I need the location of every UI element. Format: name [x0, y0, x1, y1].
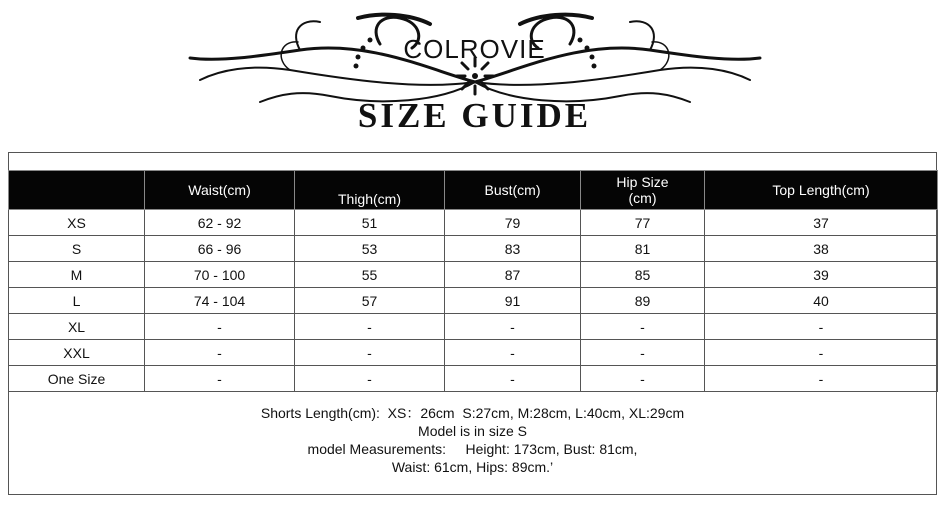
cell-bust: 91 — [445, 288, 581, 314]
page-title: SIZE GUIDE — [357, 96, 592, 135]
column-header-thigh: Thigh(cm) — [295, 171, 445, 210]
cell-top-length: - — [705, 340, 938, 366]
table-row — [9, 262, 938, 288]
column-header-waist: Waist(cm) — [145, 171, 295, 210]
cell-top-length: 39 — [705, 262, 938, 288]
cell-waist: 70 - 100 — [145, 262, 295, 288]
cell-bust: 83 — [445, 236, 581, 262]
cell-size: M — [9, 262, 145, 288]
cell-hip: 81 — [581, 236, 705, 262]
notes — [8, 404, 937, 476]
cell-size: L — [9, 288, 145, 314]
cell-top-length: - — [705, 314, 938, 340]
model-measurements-note: model Measurements: Height: 173cm, Bust: 81cm, — [307, 441, 638, 457]
cell-hip: 89 — [581, 288, 705, 314]
model-size-note: Model is in size S — [418, 423, 527, 439]
cell-hip: 77 — [581, 210, 705, 236]
cell-top-length: 40 — [705, 288, 938, 314]
model-measurements-note-2: Waist: 61cm, Hips: 89cm.’ — [391, 459, 554, 475]
cell-thigh: 53 — [295, 236, 445, 262]
cell-bust: - — [445, 340, 581, 366]
header — [0, 0, 949, 140]
cell-hip: - — [581, 340, 705, 366]
table-row — [9, 366, 938, 392]
cell-thigh: - — [295, 340, 445, 366]
shorts-length-note: Shorts Length(cm): XS：26cm S:27cm, M:28cm, L:40cm, XL:29cm — [260, 405, 685, 421]
cell-hip: - — [581, 366, 705, 392]
cell-top-length: 38 — [705, 236, 938, 262]
cell-thigh: - — [295, 314, 445, 340]
column-header-hip: Hip Size (cm) — [581, 171, 705, 210]
column-header-size — [9, 171, 145, 210]
cell-waist: - — [145, 366, 295, 392]
cell-waist: 62 - 92 — [145, 210, 295, 236]
cell-waist: - — [145, 340, 295, 366]
column-header-top-length: Top Length(cm) — [705, 171, 938, 210]
cell-size: S — [9, 236, 145, 262]
cell-thigh: 51 — [295, 210, 445, 236]
cell-size: XS — [9, 210, 145, 236]
cell-thigh: - — [295, 366, 445, 392]
table-row — [9, 210, 938, 236]
cell-top-length: - — [705, 366, 938, 392]
cell-size: XXL — [9, 340, 145, 366]
cell-waist: 74 - 104 — [145, 288, 295, 314]
table-row — [9, 236, 938, 262]
cell-top-length: 37 — [705, 210, 938, 236]
column-header-bust: Bust(cm) — [445, 171, 581, 210]
cell-waist: 66 - 96 — [145, 236, 295, 262]
cell-bust: - — [445, 314, 581, 340]
cell-bust: 87 — [445, 262, 581, 288]
table-row — [9, 340, 938, 366]
cell-bust: 79 — [445, 210, 581, 236]
cell-thigh: 57 — [295, 288, 445, 314]
cell-size: XL — [9, 314, 145, 340]
cell-hip: 85 — [581, 262, 705, 288]
cell-hip: - — [581, 314, 705, 340]
cell-bust: - — [445, 366, 581, 392]
table-header-row — [9, 171, 938, 210]
table-row — [9, 288, 938, 314]
cell-size: One Size — [9, 366, 145, 392]
brand-logo: COLROVIE — [403, 34, 546, 64]
table-row — [9, 314, 938, 340]
cell-waist: - — [145, 314, 295, 340]
size-table — [8, 170, 938, 392]
cell-thigh: 55 — [295, 262, 445, 288]
